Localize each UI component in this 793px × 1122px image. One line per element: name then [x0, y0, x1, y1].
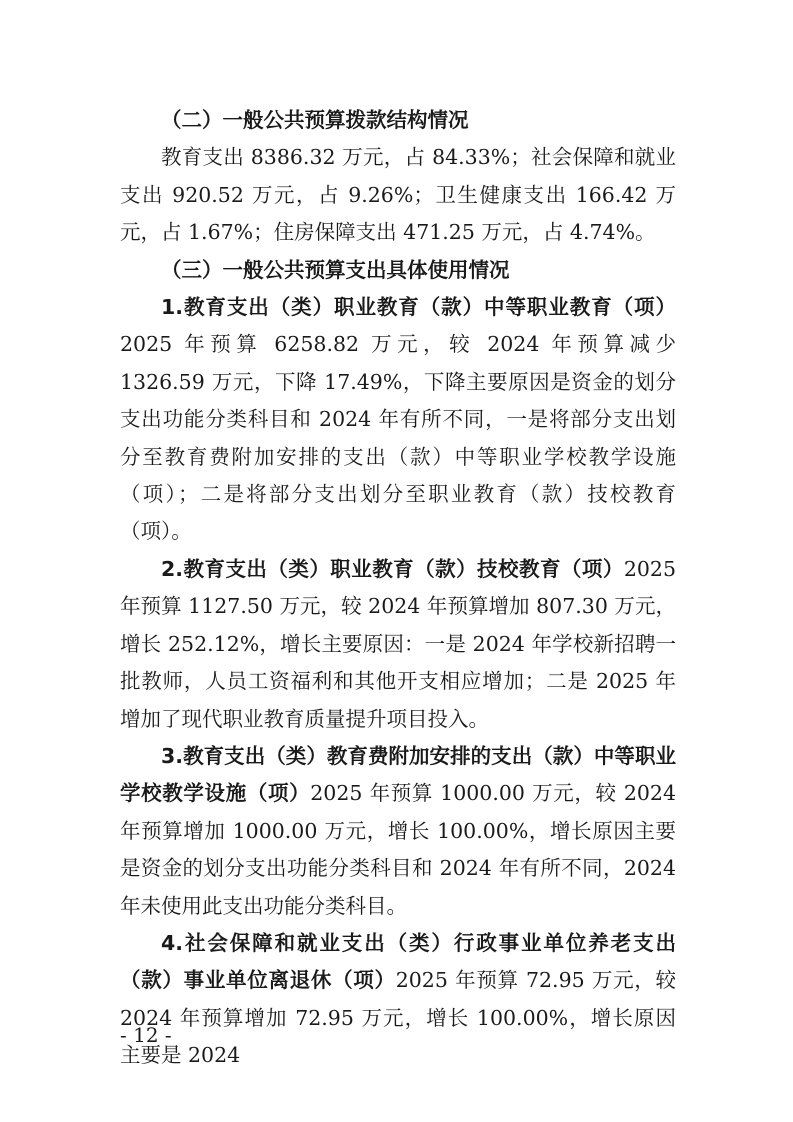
item-2-body: 2025 年预算 1127.50 万元，较 2024 年预算增加 807.30 万元，增长 252.12%，增长主要原因：一是 2024 年学校新招聘一批教师，人员工资福利和其他开支相应增加；二是 2025 年增加了现代职业教育质量提升项目投入。 [120, 556, 676, 731]
item-1-body: 2025 年预算 6258.82 万元，较 2024 年预算减少 1326.59 万元，下降 17.49%，下降主要原因是资金的划分支出功能分类科目和 2024 年有所不同，一是将部分支出划分至教育费附加安排的支出（款）中等职业学校教学设施（项）；二是将部分支出划分至职业教育（款）技校教育（项）。 [120, 332, 676, 544]
item-3-title: 3.教育支出（类）教育费附加安排的支出（款）中等职业学校教学设施（项） [120, 743, 676, 806]
item-1-title: 1.教育支出（类）职业教育（款）中等职业教育（项） [161, 295, 676, 320]
item-3-body: 2025 年预算 1000.00 万元，较 2024 年预算增加 1000.00 万元，增长 100.00%，增长原因主要是资金的划分支出功能分类科目和 2024 年有所不同，2024 年未使用此支出功能分类科目。 [120, 781, 676, 918]
page-number: - 12 - [120, 1023, 172, 1047]
item-4-title: 4.社会保障和就业支出（类）行政事业单位养老支出（款）事业单位离退休（项） [120, 930, 676, 993]
item-4-body: 2025 年预算 72.95 万元，较 2024 年预算增加 72.95 万元，增长 100.00%，增长原因主要是 2024 [120, 968, 676, 1068]
section-heading-2: （二）一般公共预算拨款结构情况 [161, 108, 469, 132]
item-4-paragraph [120, 925, 676, 1075]
section-2-paragraph: 教育支出 8386.32 万元，占 84.33%；社会保障和就业支出 920.52 万元，占 9.26%；卫生健康支出 166.42 万元，占 1.67%；住房保障支出 471.25 万元，占 4.74%。 [120, 145, 676, 245]
item-1-paragraph [120, 289, 676, 551]
item-3-paragraph [120, 738, 676, 925]
item-2-paragraph [120, 551, 676, 738]
document-body [120, 102, 676, 1075]
item-2-title: 2.教育支出（类）职业教育（款）技校教育（项） [161, 556, 624, 581]
section-heading-3: （三）一般公共预算支出具体使用情况 [161, 257, 510, 282]
